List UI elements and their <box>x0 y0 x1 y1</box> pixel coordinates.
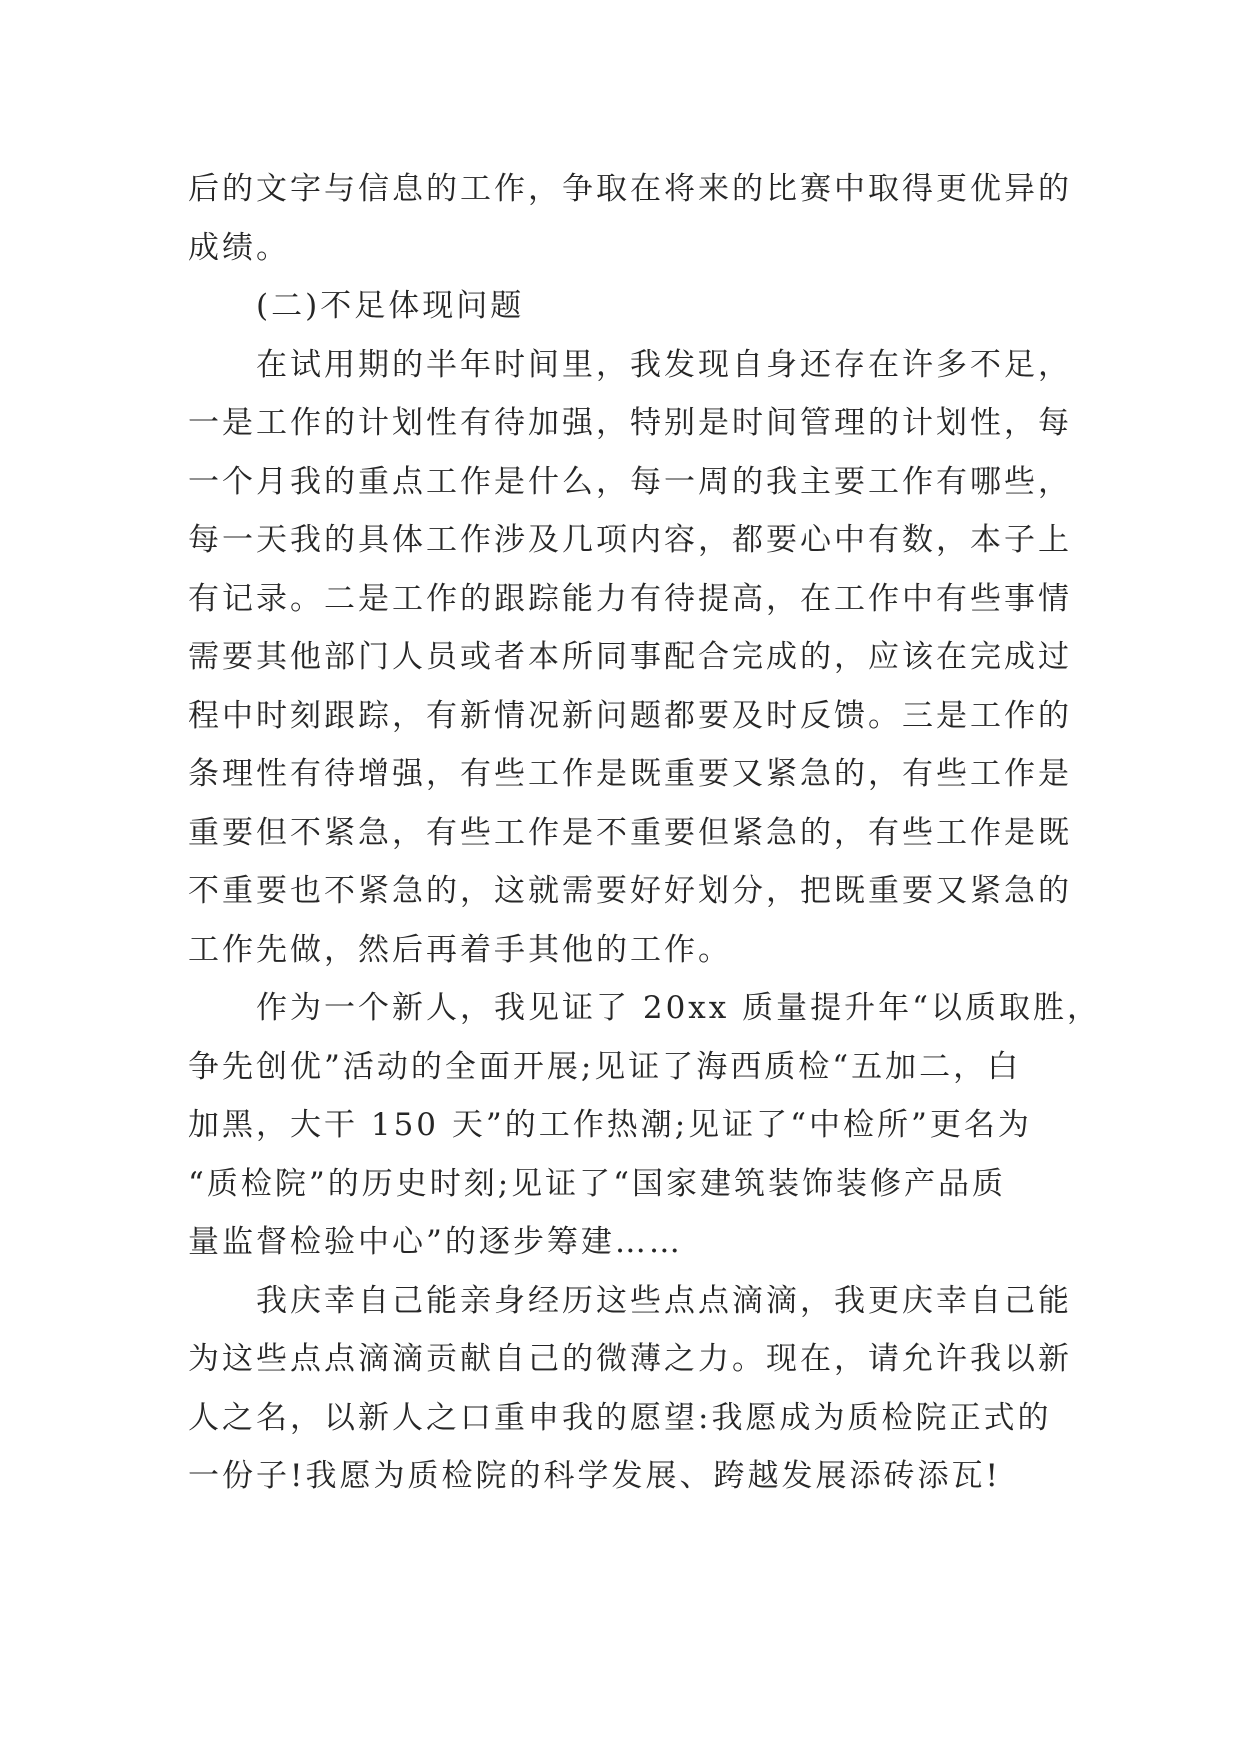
text-line: 程中时刻跟踪，有新情况新问题都要及时反馈。三是工作的 <box>188 697 1072 734</box>
text-line: 不重要也不紧急的，这就需要好好划分，把既重要又紧急的 <box>188 873 1072 909</box>
text-line: 量监督检验中心”的逐步筹建…… <box>188 1224 683 1260</box>
text-line: 一份子!我愿为质检院的科学发展、跨越发展添砖添瓦! <box>188 1458 1001 1494</box>
paragraph-continuation <box>188 160 1072 277</box>
text-line: 我庆幸自己能亲身经历这些点点滴滴，我更庆幸自己能 <box>256 1282 1072 1319</box>
text-line: 在试用期的半年时间里，我发现自身还存在许多不足， <box>256 346 1072 383</box>
text-line: 为这些点点滴滴贡献自己的微薄之力。现在，请允许我以新 <box>188 1341 1072 1377</box>
section-heading <box>188 277 1068 336</box>
text-line: 一是工作的计划性有待加强，特别是时间管理的计划性，每 <box>188 405 1072 441</box>
paragraph-witness <box>188 979 1101 1272</box>
section-heading-text: (二)不足体现问题 <box>256 288 525 324</box>
text-line: 争先创优”活动的全面开展;见证了海西质检“五加二，白 <box>188 1048 1022 1085</box>
paragraph-conclusion <box>188 1272 1072 1506</box>
text-line: 有记录。二是工作的跟踪能力有待提高，在工作中有些事情 <box>188 580 1072 617</box>
paragraph-shortcomings <box>188 336 1072 980</box>
document-body <box>188 160 1101 1506</box>
text-line: “质检院”的历史时刻;见证了“国家建筑装饰装修产品质 <box>188 1165 1006 1202</box>
text-line: 一个月我的重点工作是什么，每一周的我主要工作有哪些， <box>188 463 1072 500</box>
text-line: 需要其他部门人员或者本所同事配合完成的，应该在完成过 <box>188 639 1072 675</box>
text-line: 后的文字与信息的工作，争取在将来的比赛中取得更优异的 <box>188 171 1072 207</box>
text-line: 重要但不紧急，有些工作是不重要但紧急的，有些工作是既 <box>188 814 1072 851</box>
text-line: 工作先做，然后再着手其他的工作。 <box>188 931 732 968</box>
text-line: 人之名，以新人之口重申我的愿望:我愿成为质检院正式的 <box>188 1399 1052 1436</box>
text-line: 加黑，大干 150 天”的工作热潮;见证了“中检所”更名为 <box>188 1107 1032 1143</box>
text-line: 每一天我的具体工作涉及几项内容，都要心中有数，本子上 <box>188 522 1072 558</box>
text-line: 条理性有待增强，有些工作是既重要又紧急的，有些工作是 <box>188 756 1072 792</box>
text-line: 作为一个新人，我见证了 20xx 质量提升年“以质取胜， <box>256 990 1101 1026</box>
text-line: 成绩。 <box>188 229 290 266</box>
